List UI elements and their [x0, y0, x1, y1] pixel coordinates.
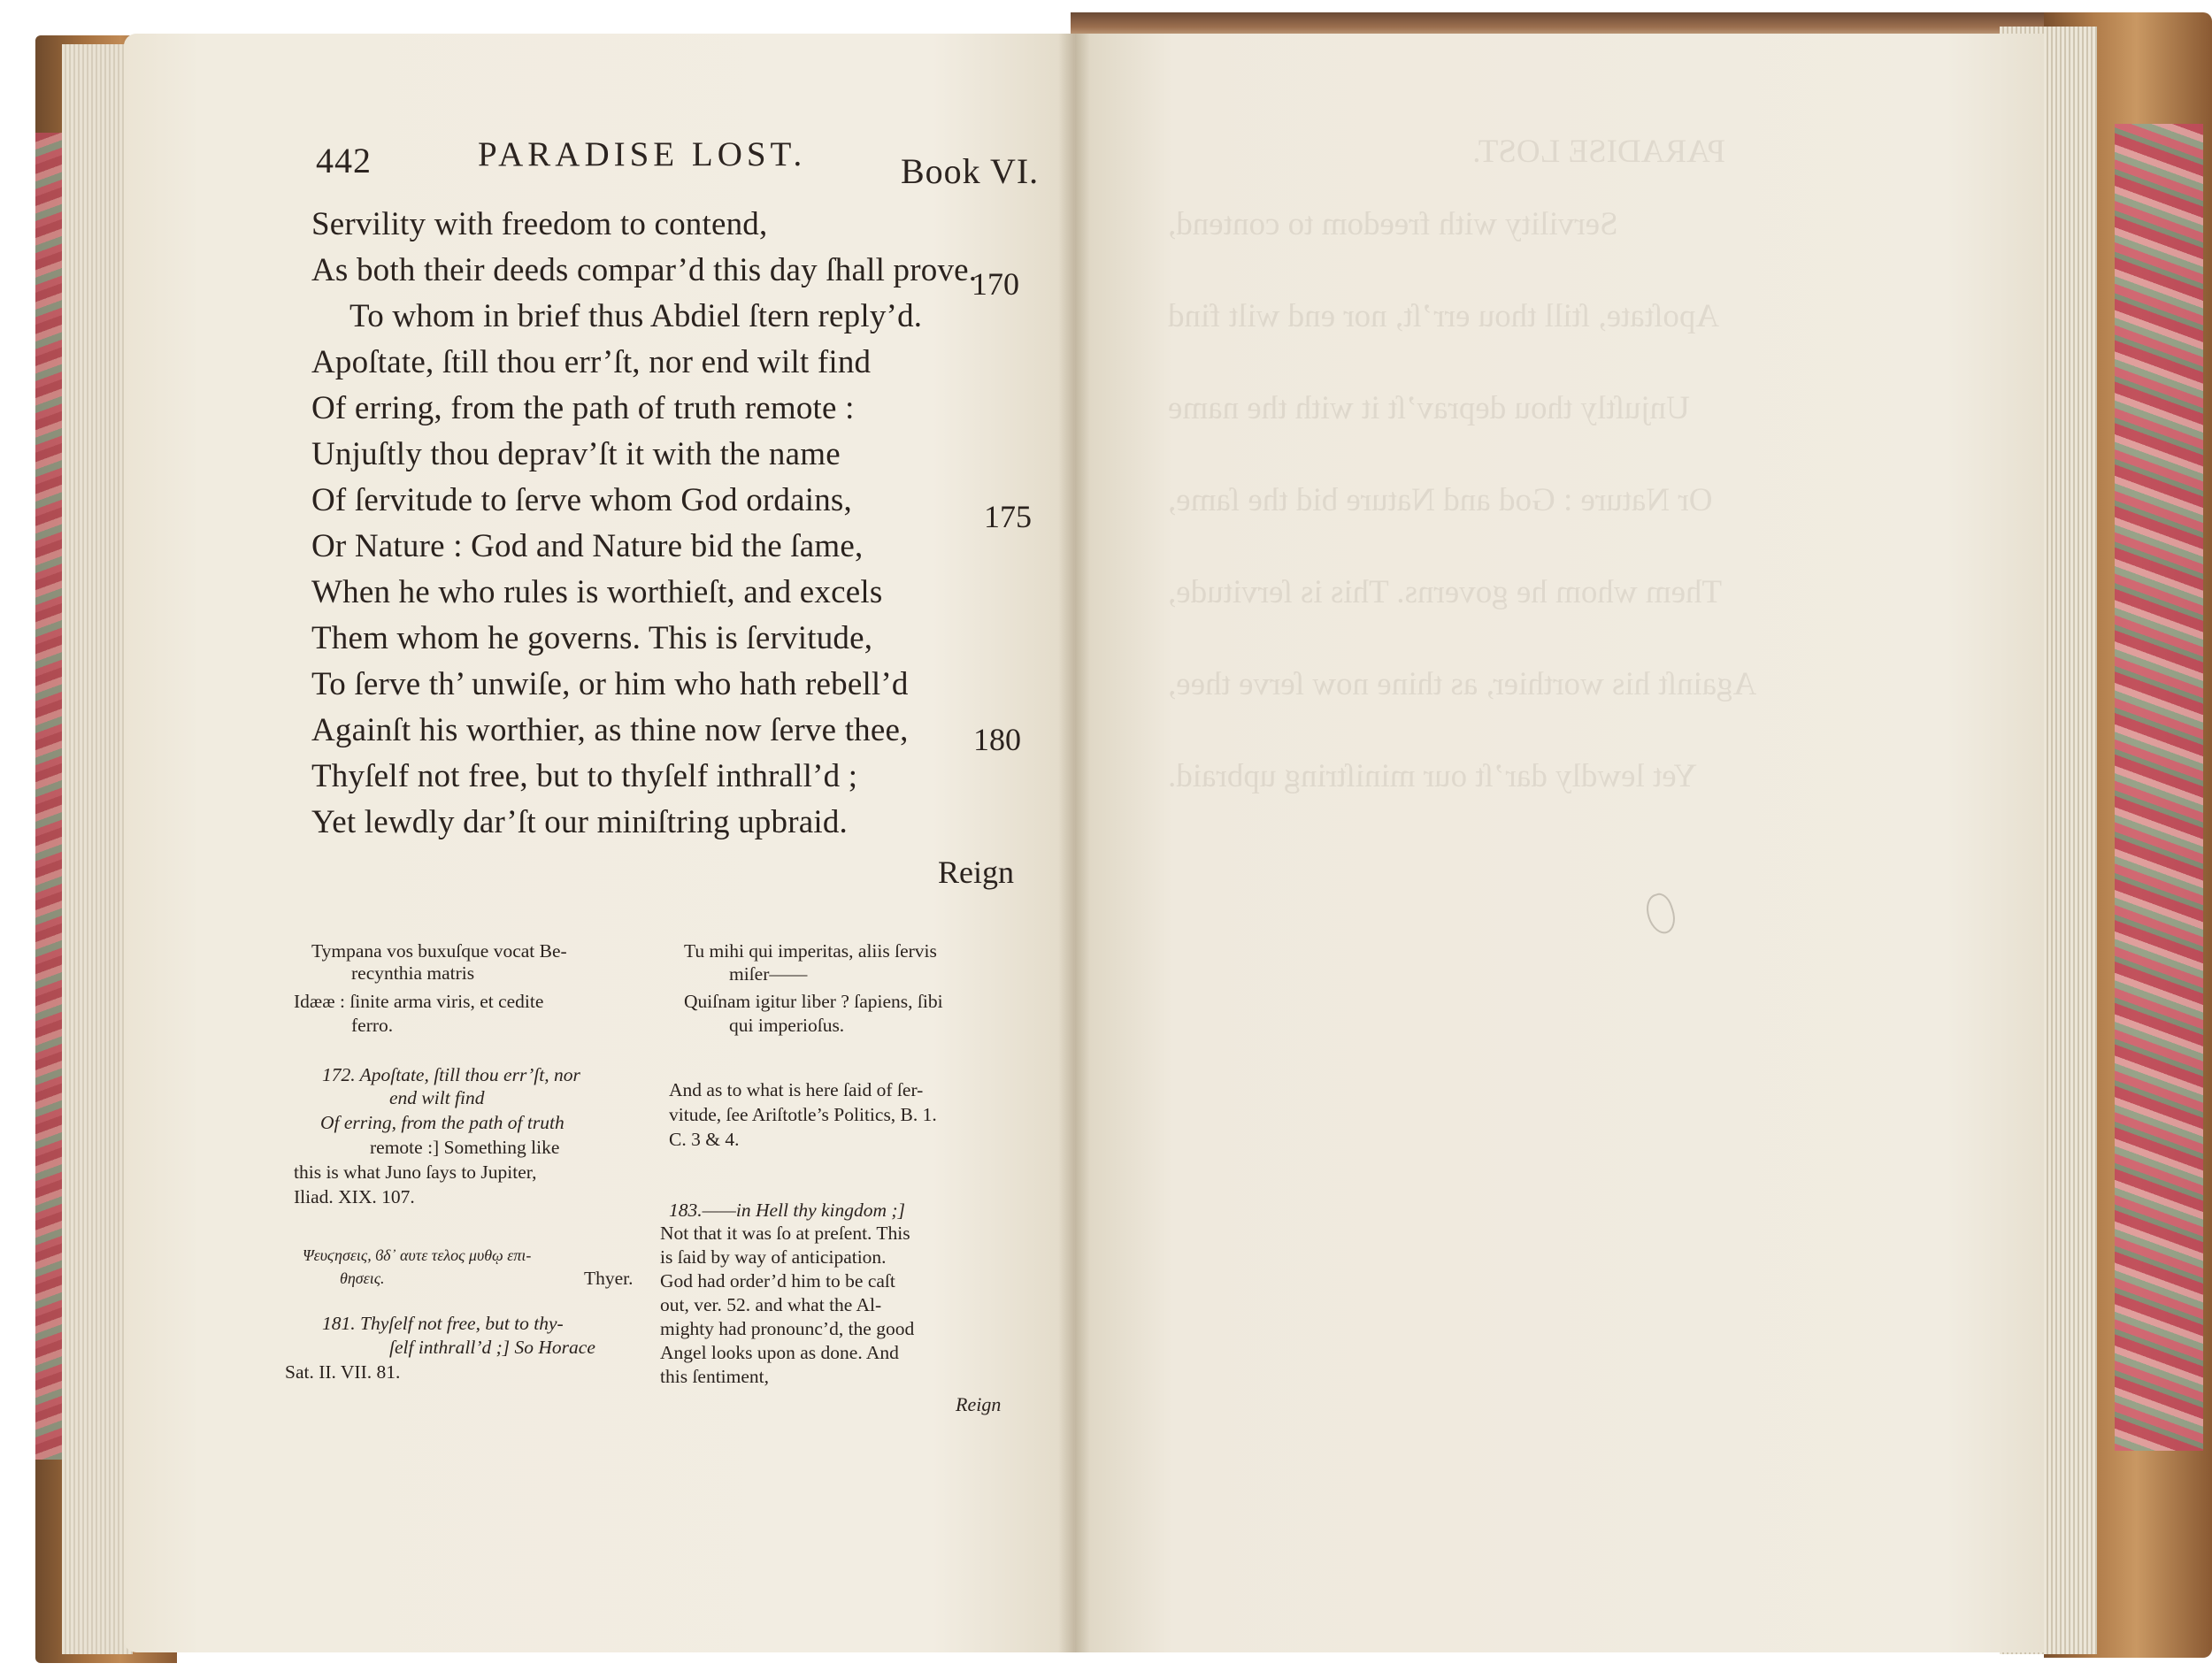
verse-line: Againſt his worthier, as thine now ſerve thee, [311, 712, 909, 748]
bleed-through-text: Them whom he governs. This is ſervitude, [1168, 574, 1723, 610]
bleed-through [1168, 389, 1690, 427]
bleed-through [1168, 297, 1719, 335]
greek-line: θησεις. [340, 1269, 385, 1287]
greek-quote [303, 1245, 531, 1267]
running-title: PARADISE LOST. [478, 135, 807, 173]
note-line [320, 1112, 565, 1134]
note-line: this ſentiment, [660, 1366, 770, 1387]
verse-line: To ſerve th’ unwiſe, or him who hath rebell’d [311, 666, 909, 702]
page-number: 442 [316, 141, 372, 180]
note-lemma: 183.——in Hell thy kingdom ;] [669, 1200, 905, 1221]
note-line: miſer—— [729, 963, 808, 985]
bleed-through [1168, 205, 1618, 243]
verse-line: Of erring, from the path of truth remote : [311, 390, 855, 426]
attribution: Thyer. [584, 1268, 634, 1289]
verse-line: To whom in brief thus Abdiel ſtern reply’d. [349, 298, 923, 334]
verse-line: Of ſervitude to ſerve whom God ordains, [311, 482, 852, 518]
note-line: recynthia matris [351, 962, 475, 984]
bleed-through-text: Servility with freedom to contend, [1168, 206, 1618, 242]
note-line: qui imperioſus. [729, 1015, 845, 1036]
note-line [322, 1064, 580, 1086]
note-lemma: 172. Apoſtate, ſtill thou err’ſt, nor [322, 1064, 580, 1085]
greek-quote [340, 1268, 385, 1290]
bleed-through-text: Yet lewdly dar’ſt our miniſtring upbraid. [1168, 758, 1697, 794]
bleed-through-text: Againſt his worthier, as thine now ſerve thee, [1168, 666, 1757, 702]
line-number: 170 [972, 266, 1019, 302]
verse-line: Servility with freedom to contend, [311, 206, 768, 242]
note-line: is ſaid by way of anticipation. [660, 1246, 887, 1268]
verse-line: As both their deeds compar’d this day ſhall prove. [311, 252, 978, 288]
bleed-through [1141, 133, 1725, 171]
bleed-through-text: PARADISE LOST. [1472, 134, 1725, 170]
line-number: 180 [973, 722, 1021, 757]
verse-line: Apoſtate, ſtill thou err’ſt, nor end wilt find [311, 344, 872, 380]
verse-line: Yet lewdly dar’ſt our miniſtring upbraid. [311, 804, 848, 840]
note-line: Sat. II. VII. 81. [285, 1361, 401, 1383]
note-line: And as to what is here ſaid of ſer- [669, 1079, 924, 1100]
bleed-through-text: Unjuſtly thou deprav’ſt it with the name [1168, 390, 1690, 426]
bleed-through-text: Or Nature : God and Nature bid the ſame, [1168, 482, 1713, 518]
bleed-through [1168, 573, 1722, 611]
note-line [389, 1337, 595, 1359]
bleed-through [1168, 665, 1756, 703]
verse-line: When he who rules is worthieſt, and excels [311, 574, 883, 610]
note-lemma: 181. Thyſelf not free, but to thy- [322, 1313, 564, 1334]
bleed-through-text: Apoſtate, ſtill thou err’ſt, nor end wilt find [1168, 298, 1720, 334]
note-line: Not that it was ſo at preſent. This [660, 1223, 910, 1244]
catchword: Reign [938, 855, 1014, 890]
note-lemma: Of erring, from the path of truth [320, 1112, 565, 1133]
gutter [1058, 34, 1090, 1652]
note-line [389, 1087, 485, 1109]
note-lemma: ſelf inthrall’d ;] So Horace [389, 1337, 595, 1358]
verse-line: Them whom he governs. This is ſervitude, [311, 620, 873, 656]
verse-line: Or Nature : God and Nature bid the ſame, [311, 528, 864, 564]
line-number: 175 [984, 499, 1032, 534]
note-line: ferro. [351, 1015, 394, 1036]
notes-catchword: Reign [956, 1393, 1002, 1415]
note-line: Quiſnam igitur liber ? ſapiens, ſibi [684, 991, 943, 1012]
verse-line: Unjuſtly thou deprav’ſt it with the name [311, 436, 841, 472]
note-line: vitude, ſee Ariſtotle’s Politics, B. 1. [669, 1104, 937, 1125]
right-marbled-endpaper [2115, 124, 2203, 1451]
note-line: C. 3 & 4. [669, 1129, 740, 1150]
note-line: remote :] Something like [370, 1137, 560, 1158]
note-line: Idææ : ſinite arma viris, et cedite [294, 991, 544, 1012]
note-line: this is what Juno ſays to Jupiter, [294, 1161, 537, 1183]
verse-line: Thyſelf not free, but to thyſelf inthrall’d ; [311, 758, 858, 794]
book-label: Book VI. [901, 151, 1040, 191]
right-page [1075, 34, 2044, 1652]
note-lemma: end wilt find [389, 1087, 485, 1108]
note-line: Iliad. XIX. 107. [294, 1186, 415, 1207]
note-line: out, ver. 52. and what the Al- [660, 1294, 882, 1315]
bleed-through [1168, 757, 1697, 795]
note-line: mighty had pronounc’d, the good [660, 1318, 915, 1339]
note-line [322, 1313, 564, 1335]
note-line: Angel looks upon as done. And [660, 1342, 899, 1363]
left-page-stack [62, 44, 133, 1654]
note-line: God had order’d him to be caſt [660, 1270, 895, 1292]
note-line: Tu mihi qui imperitas, aliis ſervis [684, 940, 937, 962]
bleed-through [1168, 481, 1712, 519]
note-line [669, 1200, 905, 1222]
note-line: Tympana vos buxuſque vocat Be- [311, 940, 567, 962]
greek-line: Ψευϛησεις, ϐδ᾽ αυτε τελος μυθῳ επι- [303, 1246, 532, 1264]
